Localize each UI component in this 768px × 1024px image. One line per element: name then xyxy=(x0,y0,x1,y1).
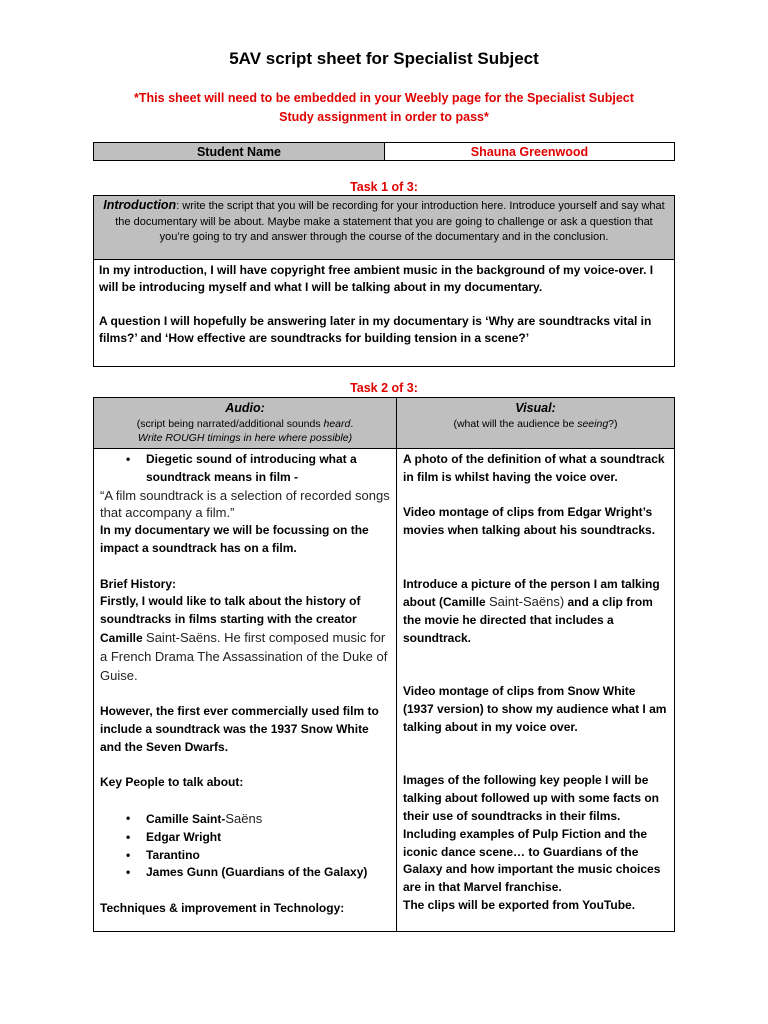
introduction-script xyxy=(94,260,675,367)
audio-column-header xyxy=(94,398,397,449)
introduction-paragraph-1: In my introduction, I will have copyright free ambient music in the background of my voice-over. I will be introducing myself and what I will be talking about in my documentary. xyxy=(99,263,654,294)
visual-key-people-images: Images of the following key people I will be talking about followed up with some facts on their use of soundtracks in their films. Including examples of Pulp Fiction and the iconic dance scene… to Guardians of the Galaxy and how important the music choices are in that Marvel franchise. xyxy=(403,773,661,895)
key-person-saint-saens: • Camille Saint-Saëns xyxy=(126,810,263,826)
audio-visual-table xyxy=(93,397,675,932)
audio-subheading-2: Write ROUGH timings in here where possible) xyxy=(137,432,353,444)
visual-column-header xyxy=(397,398,675,449)
audio-bullet-diegetic: • Diegetic sound of introducing what a soundtrack means in film - xyxy=(126,452,357,484)
task2-label: Task 2 of 3: xyxy=(350,381,418,395)
techniques-heading: Techniques & improvement in Technology: xyxy=(100,900,345,915)
assignment-notice xyxy=(100,89,668,127)
history-heading: Brief History: xyxy=(100,576,177,591)
task1-label: Task 1 of 3: xyxy=(350,180,418,194)
bullet-icon: • xyxy=(126,810,131,825)
visual-definition-photo: A photo of the definition of what a soundtrack in film is whilst having the voice over. xyxy=(403,452,665,484)
visual-subheading: (what will the audience be seeing?) xyxy=(453,418,618,430)
history-text: Firstly, I would like to talk about the history of soundtracks in films starting with the creator Camille Saint-Saëns. He first composed music for a French Drama The Assassination of the Duke of Guise. xyxy=(100,594,388,683)
introduction-table xyxy=(93,195,675,367)
visual-clips-source: The clips will be exported from YouTube. xyxy=(403,897,636,912)
bullet-icon: • xyxy=(126,452,131,466)
student-name-value: Shauna Greenwood xyxy=(385,143,675,161)
visual-edgar-wright-montage: Video montage of clips from Edgar Wright’s movies when talking about his soundtracks. xyxy=(403,505,656,538)
key-people-heading: Key People to talk about: xyxy=(100,775,244,790)
introduction-heading: Introduction xyxy=(103,198,177,212)
visual-saint-saens-picture: Introduce a picture of the person I am talking about (Camille Saint-Saëns) and a clip from the movie he directed that includes a soundtrack. xyxy=(403,576,660,645)
bullet-icon: • xyxy=(126,865,131,880)
visual-snow-white-montage: Video montage of clips from Snow White (1937 version) to show my audience what I am talking about in my voice over. xyxy=(403,684,667,734)
notice-line-1: *This sheet will need to be embedded in your Weebly page for the Specialist Subject xyxy=(134,91,634,105)
student-name-label: Student Name xyxy=(94,143,385,161)
key-person-james-gunn: • James Gunn (Guardians of the Galaxy) xyxy=(100,864,390,882)
visual-script-cell xyxy=(397,449,675,932)
soundtrack-definition-quote: “A film soundtrack is a selection of recorded songs that accompany a film.” xyxy=(100,487,390,521)
bullet-icon: • xyxy=(126,829,131,844)
page-title: 5AV script sheet for Specialist Subject xyxy=(229,49,539,68)
visual-heading: Visual: xyxy=(515,401,556,415)
commercial-history: However, the first ever commercially used film to include a soundtrack was the 1937 Snow White and the Seven Dwarfs. xyxy=(100,704,379,754)
documentary-focus: In my documentary we will be focussing on the impact a soundtrack has on a film. xyxy=(100,523,369,555)
audio-heading: Audio: xyxy=(225,401,265,415)
audio-script-cell xyxy=(94,449,397,932)
audio-subheading-1: (script being narrated/additional sounds heard. xyxy=(136,418,354,430)
introduction-instruction-text: : write the script that you will be recording for your introduction here. Introduce yourself and say what the documentary will be about. Maybe make a statement that you are going to challenge or ask a question that you’re going to try and answer through the course of the documentary and in the conclusion. xyxy=(115,200,665,243)
notice-line-2: Study assignment in order to pass* xyxy=(279,110,489,124)
key-person-tarantino: • Tarantino xyxy=(100,847,390,865)
key-person-edgar-wright: • Edgar Wright xyxy=(100,829,390,847)
introduction-instructions xyxy=(94,196,675,260)
bullet-icon: • xyxy=(126,847,131,862)
student-table xyxy=(93,142,675,161)
introduction-paragraph-2: A question I will hopefully be answering later in my documentary is ‘Why are soundtracks vital in films?’ and ‘How effective are soundtracks for building tension in a scene?’ xyxy=(99,314,652,345)
